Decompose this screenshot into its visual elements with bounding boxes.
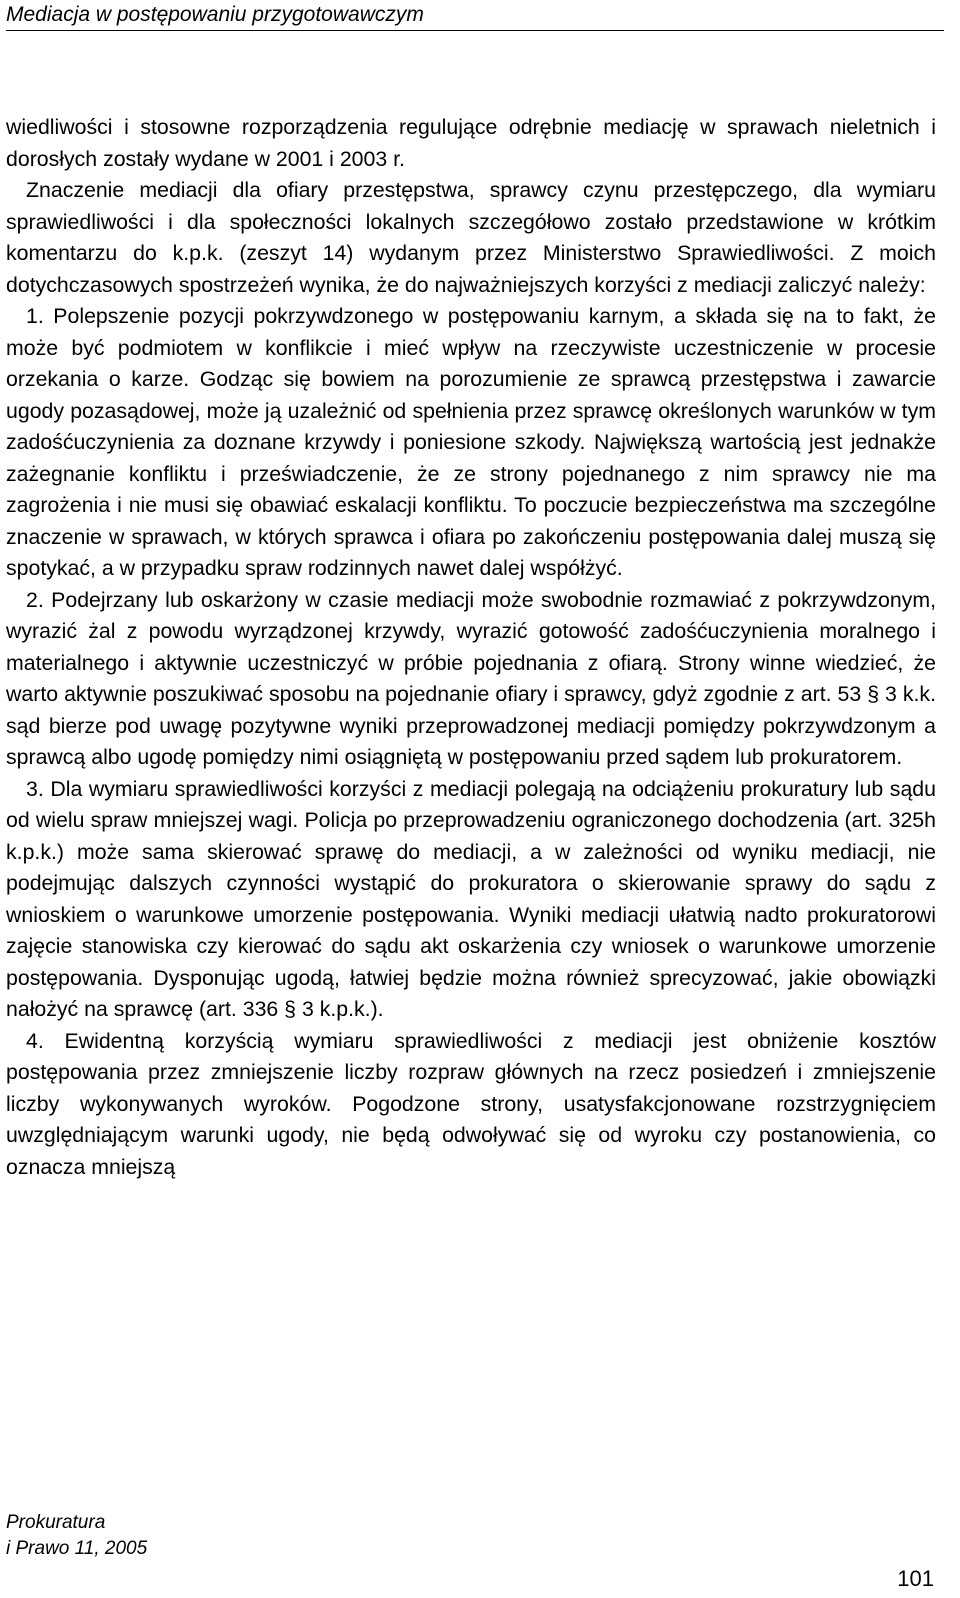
paragraph-point-4: 4. Ewidentną korzyścią wymiaru sprawiedliwości z mediacji jest obniżenie kosztów postępowania przez zmniejszenie liczby rozpraw głównych na rzecz posiedzeń i zmniejszenie liczby wykonywanych wyroków. Pogodzone strony, usatysfakcjonowane rozstrzygnięciem uwzględniającym warunki ugody, nie będą odwoływać się od wyroku czy postanowienia, co oznacza mniejszą	[6, 1028, 936, 1179]
paragraph-continuation: wiedliwości i stosowne rozporządzenia regulujące odrębnie mediację w sprawach nieletnich i dorosłych zostały wydane w 2001 i 2003 r.	[6, 115, 936, 171]
journal-footer	[6, 1510, 147, 1562]
paragraph-point-3: 3. Dla wymiaru sprawiedliwości korzyści z mediacji polegają na odciążeniu prokuratury lub sądu od wielu spraw mniejszej wagi. Policja po przeprowadzeniu ograniczonego dochodzenia (art. 325h k.p.k.) może sama skierować sprawę do mediacji, a w zależności od wyniku mediacji, nie podejmując dalszych czynności wystąpić do prokuratora o skierowanie sprawy do sądu z wnioskiem o warunkowe umorzenie postępowania. Wyniki mediacji ułatwią nadto prokuratorowi zajęcie stanowiska czy kierować do sądu akt oskarżenia czy wniosek o warunkowe umorzenie postępowania. Dysponując ugodą, łatwiej będzie można również sprecyzować, jakie obowiązki nałożyć na sprawcę (art. 336 § 3 k.p.k.).	[6, 776, 936, 1021]
running-title: Mediacja w postępowaniu przygotowawczym	[6, 3, 424, 26]
journal-name: Prokuratura	[6, 1512, 106, 1533]
paragraph-point-2: 2. Podejrzany lub oskarżony w czasie mediacji może swobodnie rozmawiać z pokrzywdzonym, wyrazić żal z powodu wyrządzonej krzywdy, wyrazić gotowość zadośćuczynienia moralnego i materialnego i aktywnie uczestniczyć w próbie pojednania z ofiarą. Strony winne wiedzieć, że warto aktywnie poszukiwać sposobu na pojednanie ofiary i sprawcy, gdyż zgodnie z art. 53 § 3 k.k. sąd bierze pod uwagę pozytywne wyniki przeprowadzonej mediacji pomiędzy pokrzywdzonym a sprawcą albo ugodę pomiędzy nimi osiągniętą w postępowaniu przed sądem lub prokuratorem.	[6, 587, 936, 769]
paragraph-point-1: 1. Polepszenie pozycji pokrzywdzonego w postępowaniu karnym, a składa się na to fakt, że może być podmiotem w konflikcie i mieć wpływ na rzeczywiste uczestniczenie w procesie orzekania o karze. Godząc się bowiem na porozumienie ze sprawcą przestępstwa i zawarcie ugody pozasądowej, może ją uzależnić od spełnienia przez sprawcę określonych warunków w tym zadośćuczynienia za doznane krzywdy i poniesione szkody. Największą wartością jest jednakże zażegnanie konfliktu i przeświadczenie, że ze strony pojednanego z nim sprawcy nie ma zagrożenia i nie musi się obawiać eskalacji konfliktu. To poczucie bezpieczeństwa ma szczególne znaczenie w sprawach, w których sprawca i ofiara po zakończeniu postępowania dalej muszą się spotykać, a w przypadku spraw rodzinnych nawet dalej współżyć.	[6, 304, 936, 580]
article-body	[6, 112, 936, 1183]
page-number: 101	[897, 1566, 934, 1591]
journal-issue: i Prawo 11, 2005	[6, 1538, 148, 1559]
running-header	[6, 2, 944, 31]
paragraph-intro: Znaczenie mediacji dla ofiary przestępstwa, sprawcy czynu przestępczego, dla wymiaru sprawiedliwości i dla społeczności lokalnych szczegółowo zostało przedstawione w krótkim komentarzu do k.p.k. (zeszyt 14) wydanym przez Ministerstwo Sprawiedliwości. Z moich dotychczasowych spostrzeżeń wynika, że do najważniejszych korzyści z mediacji zaliczyć należy:	[6, 178, 936, 297]
